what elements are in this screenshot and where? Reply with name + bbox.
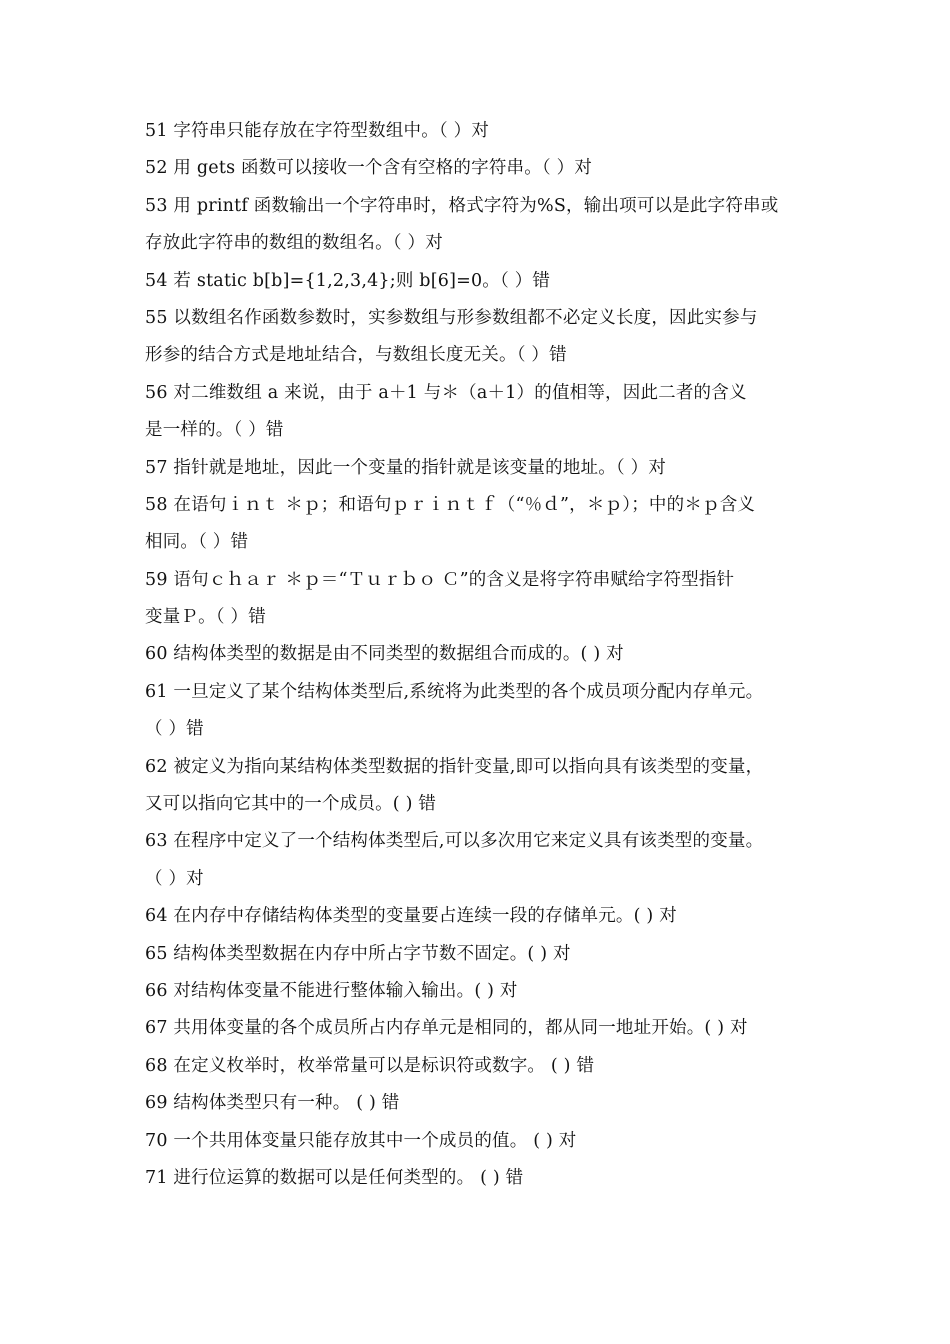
text-line: 变量Ｐ。（ ）错 — [145, 607, 266, 628]
text-line: 54 若 static b[b]={1,2,3,4};则 b[6]=0。（ ）错 — [145, 270, 551, 291]
text-line: 51 字符串只能存放在字符型数组中。（ ）对 — [145, 121, 490, 141]
text-line: 形参的结合方式是地址结合，与数组长度无关。（ ）错 — [145, 345, 567, 366]
text-line: 52 用 gets 函数可以接收一个含有空格的字符串。（ ）对 — [145, 158, 593, 179]
text-line: 64 在内存中存储结构体类型的变量要占连续一段的存储单元。( ) 对 — [145, 906, 677, 927]
text-line: 57 指针就是地址，因此一个变量的指针就是该变量的地址。（ ）对 — [145, 457, 667, 478]
text-line: 59 语句ｃｈａｒ ＊ｐ＝“Ｔｕｒｂｏ Ｃ”的含义是将字符串赋给字符型指针 — [145, 569, 735, 590]
text-line: （ ）对 — [145, 868, 204, 889]
text-line: 60 结构体类型的数据是由不同类型的数据组合而成的。( ) 对 — [145, 644, 624, 665]
text-line: 68 在定义枚举时，枚举常量可以是标识符或数字。 ( ) 错 — [145, 1055, 595, 1076]
text-line: 67 共用体变量的各个成员所占内存单元是相同的，都从同一地址开始。( ) 对 — [145, 1018, 748, 1039]
text-line: 62 被定义为指向某结构体类型数据的指针变量,即可以指向具有该类型的变量， — [145, 756, 764, 777]
text-line: 65 结构体类型数据在内存中所占字节数不固定。( ) 对 — [145, 943, 571, 964]
text-line: 53 用 printf 函数输出一个字符串时，格式字符为%S，输出项可以是此字符串或 — [145, 195, 779, 216]
text-line: 71 进行位运算的数据可以是任何类型的。 ( ) 错 — [145, 1167, 524, 1188]
text-line: 69 结构体类型只有一种。 ( ) 错 — [145, 1093, 400, 1114]
text-line: 56 对二维数组 a 来说，由于 a＋1 与＊（a＋1）的值相等，因此二者的含义 — [145, 382, 747, 403]
text-line: 55 以数组名作函数参数时，实参数组与形参数组都不必定义长度，因此实参与 — [145, 307, 758, 328]
text-line: 70 一个共用体变量只能存放其中一个成员的值。 ( ) 对 — [145, 1130, 577, 1151]
text-line: 61 一旦定义了某个结构体类型后,系统将为此类型的各个成员项分配内存单元。 — [145, 681, 764, 702]
text-line: 存放此字符串的数组的数组名。（ ）对 — [145, 233, 443, 254]
document-body — [145, 117, 825, 1201]
text-line: 相同。（ ）错 — [145, 532, 249, 553]
text-line: 58 在语句ｉｎｔ ＊ｐ；和语句ｐｒｉｎｔｆ（“％ｄ”，＊ｐ）；中的＊ｐ含义 — [145, 494, 756, 515]
text-line: （ ）错 — [145, 719, 204, 740]
text-line: 63 在程序中定义了一个结构体类型后,可以多次用它来定义具有该类型的变量。 — [145, 831, 764, 852]
text-line: 66 对结构体变量不能进行整体输入输出。( ) 对 — [145, 980, 518, 1001]
text-line: 又可以指向它其中的一个成员。( ) 错 — [145, 794, 437, 815]
text-line: 是一样的。（ ）错 — [145, 420, 284, 441]
